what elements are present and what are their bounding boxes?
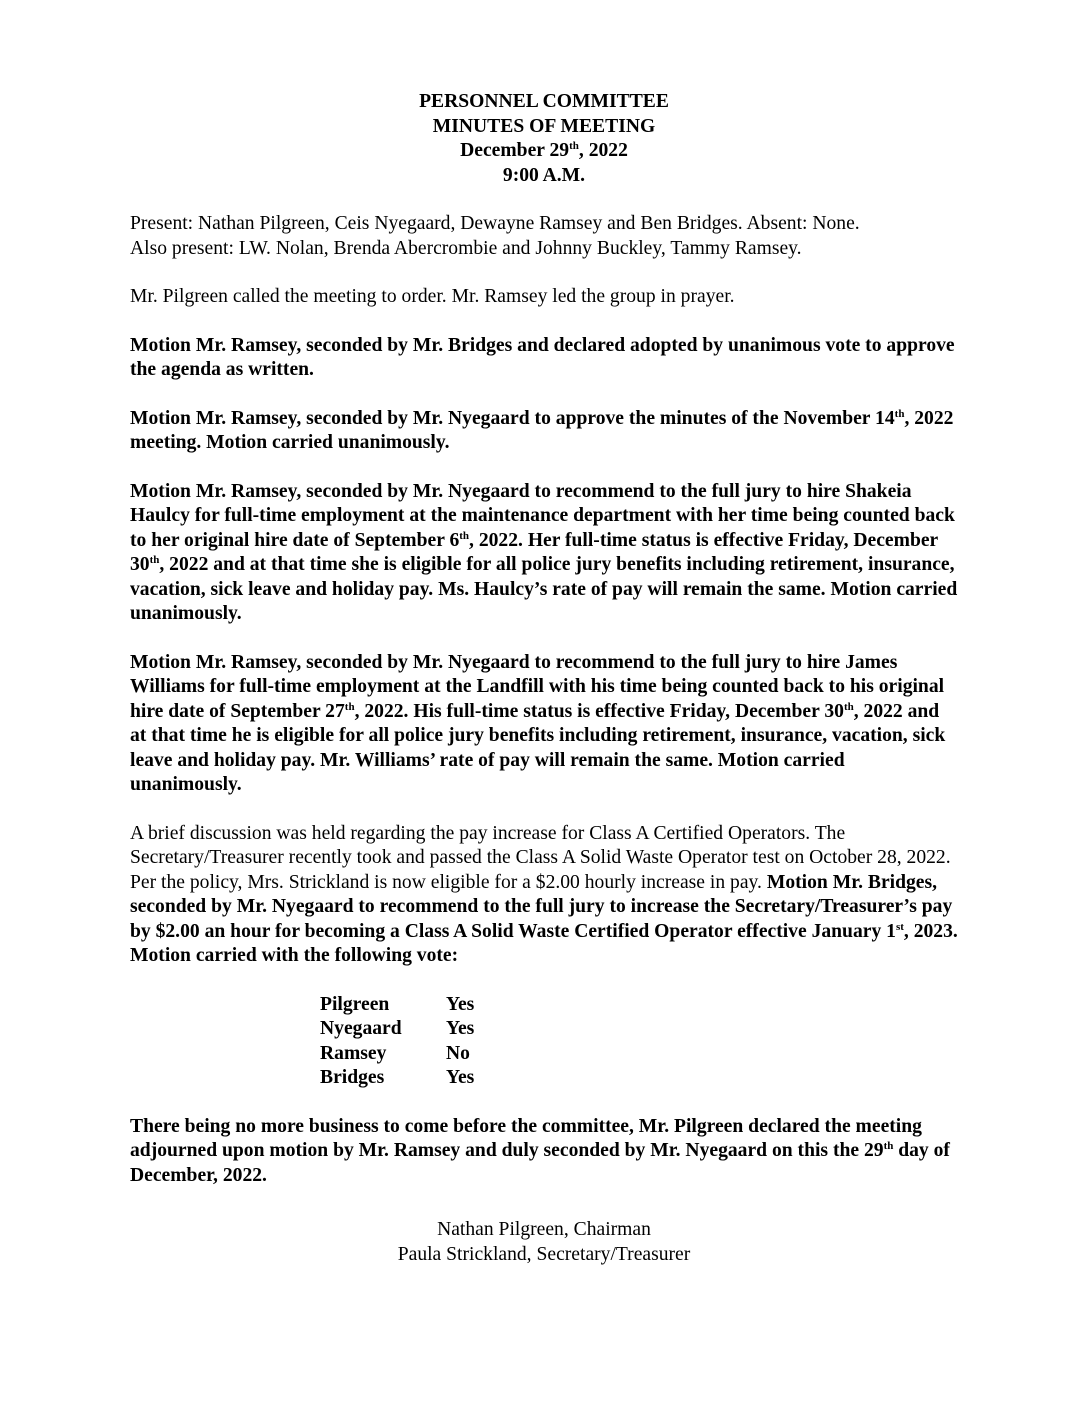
voter-name: Bridges bbox=[320, 1067, 385, 1088]
motion-agenda: Motion Mr. Ramsey, seconded by Mr. Bridges and declared adopted by unanimous vote to approve the agenda as written. bbox=[130, 334, 955, 380]
call-to-order: Mr. Pilgreen called the meeting to order. Mr. Ramsey led the group in prayer. bbox=[130, 286, 735, 307]
vote-row bbox=[320, 993, 474, 1018]
motion-minutes: Motion Mr. Ramsey, seconded by Mr. Nyegaard to approve the minutes of the November 14th, 2022 meeting. Motion carried unanimously. bbox=[130, 407, 954, 453]
secretary-signature: Paula Strickland, Secretary/Treasurer bbox=[397, 1243, 691, 1265]
discussion-paragraph bbox=[130, 822, 958, 969]
voter-name: Ramsey bbox=[320, 1042, 387, 1064]
voter-name: Pilgreen bbox=[320, 993, 390, 1015]
voter-vote: No bbox=[446, 1042, 470, 1064]
motion-williams: Motion Mr. Ramsey, seconded by Mr. Nyegaard to recommend to the full jury to hire James Williams for full-time employment at the Landfill with his time being counted back to his original hire date of September 27th, 2022. His full-time status is effective Friday, December 30th, 2022 and at that time he is eligible for all police jury benefits including retirement, insurance, vacation, sick leave and holiday pay. Mr. Williams’ rate of pay will remain the same. Motion carried unanimously. bbox=[130, 651, 946, 795]
present-line: Present: Nathan Pilgreen, Ceis Nyegaard, Dewayne Ramsey and Ben Bridges. Absent: None. bbox=[130, 213, 860, 234]
meeting-time: 9:00 A.M. bbox=[502, 164, 586, 186]
vote-row bbox=[320, 1017, 474, 1042]
voter-name: Nyegaard bbox=[320, 1018, 402, 1039]
also-present-line: Also present: LW. Nolan, Brenda Abercrombie and Johnny Buckley, Tammy Ramsey. bbox=[130, 237, 802, 259]
voter-vote: Yes bbox=[446, 993, 475, 1015]
motion-haulcy: Motion Mr. Ramsey, seconded by Mr. Nyegaard to recommend to the full jury to hire Shakeia Haulcy for full-time employment at the maintenance department with her time being counted back to her original hire date of September 6th, 2022. Her full-time status is effective Friday, December 30th, 2022 and at that time she is eligible for all police jury benefits including retirement, insurance, vacation, sick leave and holiday pay. Ms. Haulcy’s rate of pay will remain the same. Motion carried unanimously. bbox=[130, 480, 958, 624]
attendance-paragraph bbox=[130, 212, 958, 261]
meeting-date: December 29th, 2022 bbox=[460, 140, 628, 161]
document-header bbox=[130, 90, 958, 188]
voter-vote: Yes bbox=[446, 1018, 475, 1039]
committee-title: PERSONNEL COMMITTEE bbox=[419, 91, 669, 112]
discussion-text: A brief discussion was held regarding the pay increase for Class A Certified Operators. The Secretary/Treasurer recently took and passed the Class A Solid Waste Operator test on October 28, 2022. Per the policy, Mrs. Strickland is now eligible for a $2.00 hourly increase in pay. bbox=[130, 822, 951, 893]
vote-row bbox=[320, 1066, 474, 1091]
signature-block bbox=[130, 1218, 958, 1267]
chairman-signature: Nathan Pilgreen, Chairman bbox=[437, 1219, 651, 1240]
voter-vote: Yes bbox=[446, 1067, 475, 1088]
motion-pay-increase: Motion Mr. Bridges, seconded by Mr. Nyegaard to recommend to the full jury to increase the Secretary/Treasurer’s pay by $2.00 an hour for becoming a Class A Solid Waste Certified Operator effective January 1st, 2023. Motion carried with the following vote: bbox=[130, 871, 958, 966]
minutes-title: MINUTES OF MEETING bbox=[432, 115, 656, 137]
adjournment: There being no more business to come before the committee, Mr. Pilgreen declared the meeting adjourned upon motion by Mr. Ramsey and duly seconded by Mr. Nyegaard on this the 29th day of December, 2022. bbox=[130, 1115, 950, 1186]
vote-table bbox=[320, 993, 474, 1091]
vote-row bbox=[320, 1042, 474, 1067]
